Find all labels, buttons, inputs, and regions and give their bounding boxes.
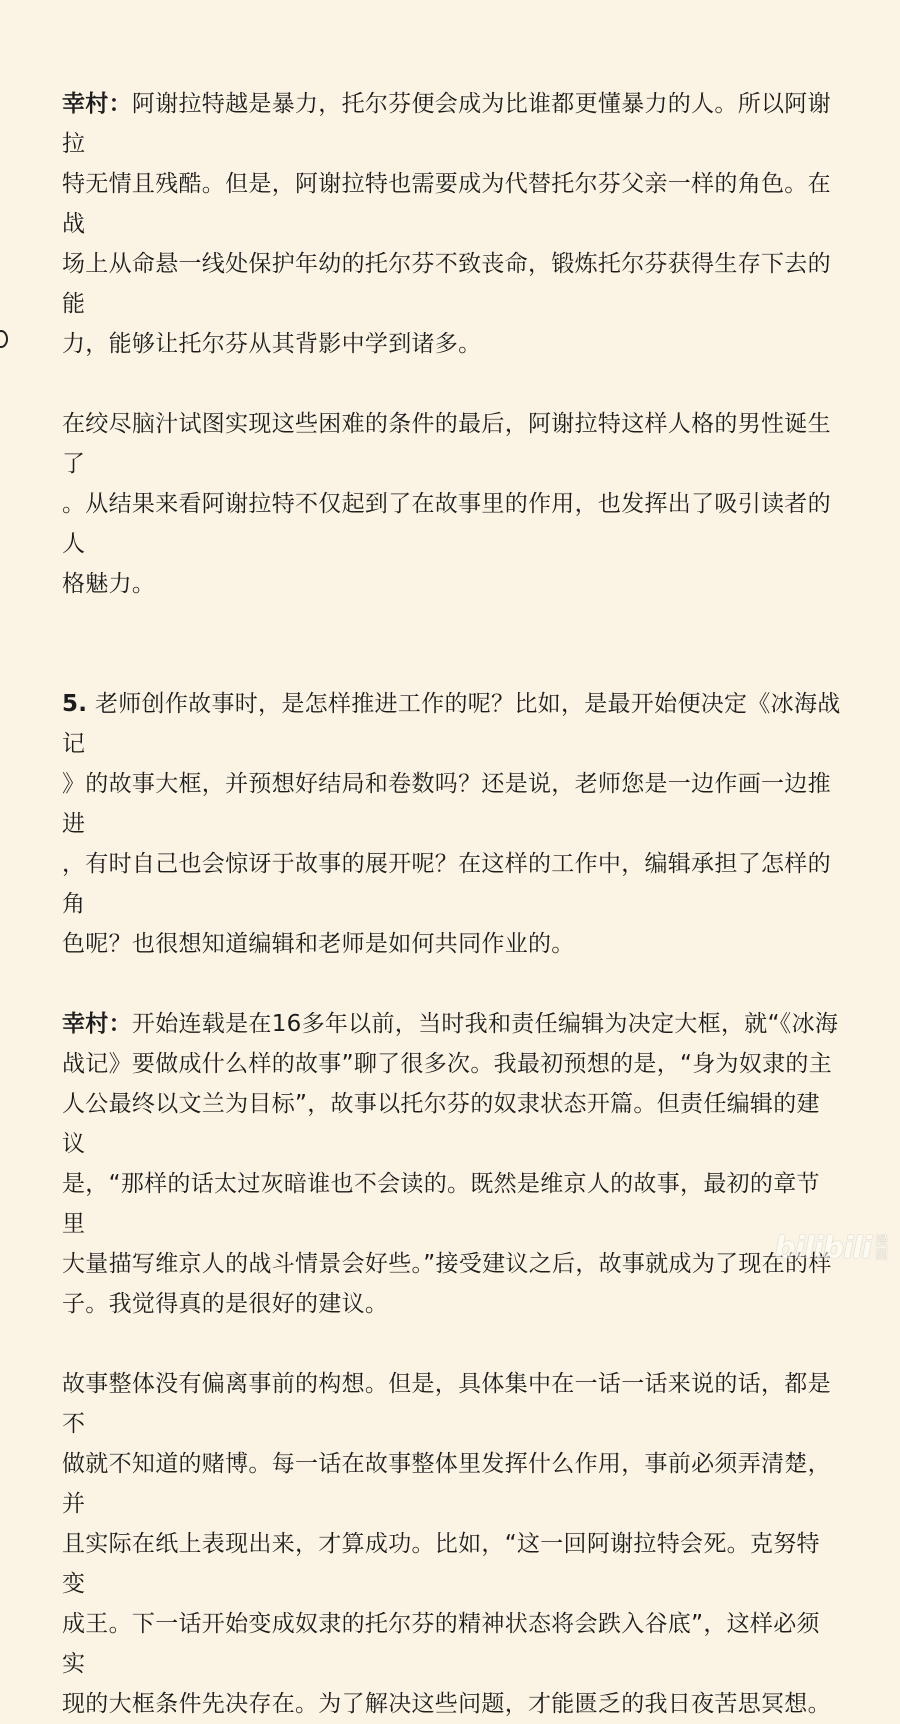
- text-line: 色呢？也很想知道编辑和老师是如何共同作业的。: [62, 931, 575, 957]
- text-line: 做就不知道的赌博。每一话在故事整体里发挥什么作用，事前必须弄清楚，并: [62, 1451, 831, 1517]
- speaker-label: 幸村：: [62, 1011, 132, 1037]
- paragraph-answer-5: [62, 1004, 842, 1324]
- manga-label-top: 漫: [874, 1233, 888, 1249]
- speaker-label: 幸村：: [62, 91, 132, 117]
- question-number: 5.: [62, 691, 88, 717]
- text-line: 大量描写维京人的战斗情景会好些。”接受建议之后，故事就成为了现在的样: [62, 1251, 832, 1277]
- text-line: 》的故事大框，并预想好结局和卷数吗？还是说，老师您是一边作画一边推进: [62, 771, 831, 837]
- text-line: 现的大框条件先决存在。为了解决这些问题，才能匮乏的我日夜苦思冥想。: [62, 1691, 831, 1717]
- text-line: 格魅力。: [62, 571, 156, 597]
- text-line: 开始连载是在16多年以前，当时我和责任编辑为决定大框，就“《冰海: [131, 1011, 839, 1037]
- manga-label: [875, 1235, 888, 1263]
- text-line: 特无情且残酷。但是，阿谢拉特也需要成为代替托尔芬父亲一样的角色。在战: [62, 171, 831, 237]
- text-line: 战记》要做成什么样的故事”聊了很多次。我最初预想的是，“身为奴隶的主: [62, 1051, 833, 1077]
- text-line: 子。我觉得真的是很好的建议。: [62, 1291, 389, 1317]
- text-line: 老师创作故事时，是怎样推进工作的呢？比如，是最开始便决定《冰海战记: [62, 691, 841, 757]
- text-line: 是，“那样的话太过灰暗谁也不会读的。既然是维京人的故事，最初的章节里: [62, 1171, 820, 1237]
- paragraph-answer-5-cont: [62, 1364, 842, 1724]
- text-line: ，有时自己也会惊讶于故事的展开呢？在这样的工作中，编辑承担了怎样的角: [62, 851, 831, 917]
- paragraph-question-5: [62, 684, 842, 964]
- paragraph-answer-1-cont: [62, 404, 842, 604]
- paragraph-answer-1: [62, 84, 842, 364]
- page-edge-mark: [0, 330, 8, 348]
- text-line: 力，能够让托尔芬从其背影中学到诸多。: [62, 331, 482, 357]
- bilibili-manga-watermark: [774, 1231, 888, 1266]
- text-line: 成王。下一话开始变成奴隶的托尔芬的精神状态将会跌入谷底”，这样必须实: [62, 1611, 820, 1677]
- text-line: 阿谢拉特越是暴力，托尔芬便会成为比谁都更懂暴力的人。所以阿谢拉: [62, 91, 831, 157]
- bilibili-logo: bilibili: [774, 1231, 871, 1266]
- text-line: 场上从命悬一线处保护年幼的托尔芬不致丧命，锻炼托尔芬获得生存下去的能: [62, 251, 831, 317]
- text-line: 人公最终以文兰为目标”，故事以托尔芬的奴隶状态开篇。但责任编辑的建议: [62, 1091, 820, 1157]
- manga-label-bottom: 画: [874, 1247, 888, 1263]
- text-line: 故事整体没有偏离事前的构想。但是，具体集中在一话一话来说的话，都是不: [62, 1371, 831, 1437]
- text-line: 在绞尽脑汁试图实现这些困难的条件的最后，阿谢拉特这样人格的男性诞生了: [62, 411, 831, 477]
- text-line: 。从结果来看阿谢拉特不仅起到了在故事里的作用，也发挥出了吸引读者的人: [62, 491, 831, 557]
- article-body: [62, 84, 842, 1724]
- text-line: 且实际在纸上表现出来，才算成功。比如，“这一回阿谢拉特会死。克努特变: [62, 1531, 820, 1597]
